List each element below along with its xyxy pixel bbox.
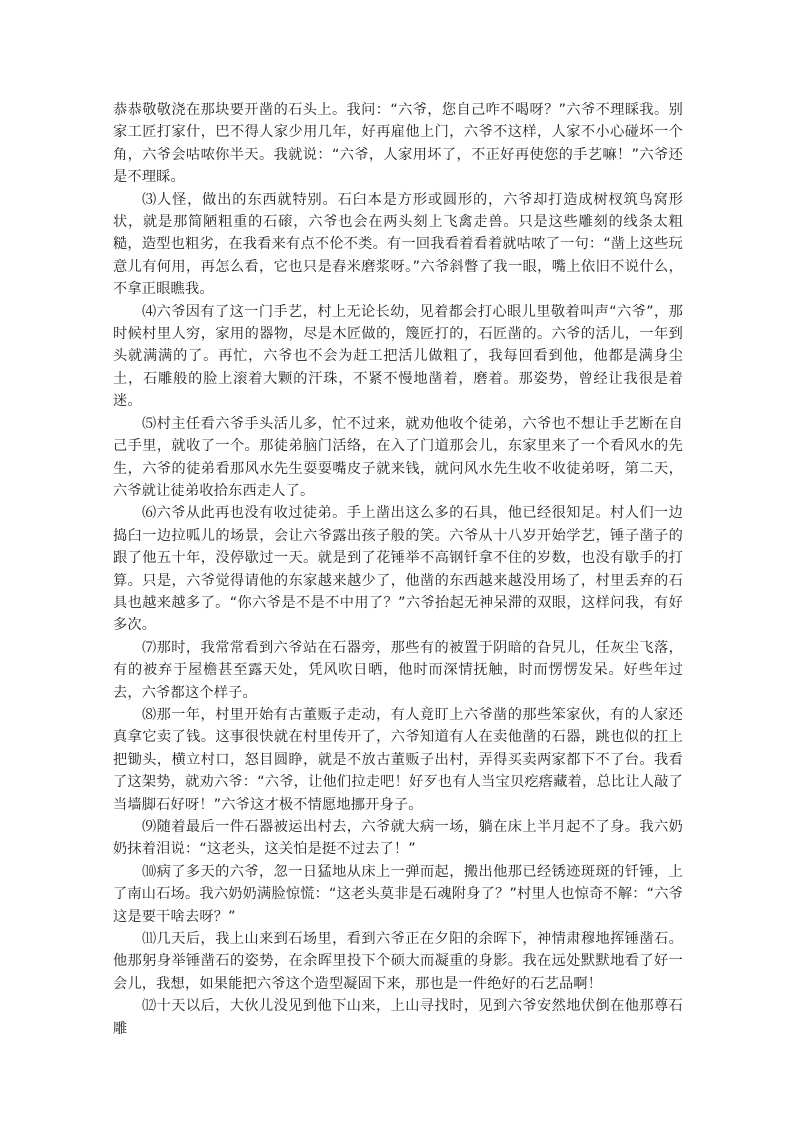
paragraph-4: ⑷六爷因有了这一门手艺，村上无论长幼，见着都会打心眼儿里敬着叫声“六爷”，那时候村里人穷，家用的器物，尽是木匠做的，篾匠打的，石匠凿的。六爷的活儿，一年到头就满满的了。再忙，六爷也不会为赶工把活儿做粗了，我每回看到他，他都是满身尘土，石雕般的脸上滚着大颗的汗珠，不紧不慢地凿着，磨着。那姿势，曾经让我很是着迷。 [113,303,683,410]
paragraph-3: ⑶人怪，做出的东西就特别。石臼本是方形或圆形的，六爷却打造成树杈筑鸟窝形状，就是那简陋粗重的石磙，六爷也会在两头刻上飞禽走兽。只是这些雕刻的线条太粗糙，造型也粗劣，在我看来有点不伦不类。有一回我看着看着就咕哝了一句：“凿上这些玩意儿有何用，再怎么看，它也只是舂米磨浆呀。”六爷斜瞥了我一眼，嘴上依旧不说什么，不拿正眼瞧我。 [113,191,683,298]
paragraph-9: ⑼随着最后一件石器被运出村去，六爷就大病一场，躺在床上半月起不了身。我六奶奶抹着泪说：“这老头，这关怕是挺不过去了！” [113,819,683,858]
paragraph-10: ⑽病了多天的六爷，忽一日猛地从床上一弹而起，搬出他那已经锈迹斑斑的钎锤，上了南山石场。我六奶奶满脸惊慌：“这老头莫非是石魂附身了？”村里人也惊奇不解：“六爷这是要干啥去呀？” [113,863,683,925]
document-page [113,99,683,1040]
paragraph-12: ⑿十天以后，大伙儿没见到他下山来，上山寻找时，见到六爷安然地伏倒在他那尊石雕 [113,998,683,1037]
paragraph-8: ⑻那一年，村里开始有古董贩子走动，有人竟盯上六爷凿的那些笨家伙，有的人家还真拿它卖了钱。这事很快就在村里传开了，六爷知道有人在卖他凿的石器，跳也似的扛上把锄头，横立村口，怒目圆睁，就是不放古董贩子出村，弄得买卖两家都下不了台。我看了这架势，就劝六爷：“六爷，让他们拉走吧！好歹也有人当宝贝疙瘩藏着，总比让人敲了当墙脚石好呀！”六爷这才极不情愿地挪开身子。 [113,706,683,813]
paragraph-5: ⑸村主任看六爷手头活儿多，忙不过来，就劝他收个徒弟，六爷也不想让手艺断在自己手里，就收了一个。那徒弟脑门活络，在入了门道那会儿，东家里来了一个看风水的先生，六爷的徒弟看那风水先生耍耍嘴皮子就来钱，就问风水先生收不收徒弟呀，第二天，六爷就让徒弟收拾东西走人了。 [113,415,683,499]
paragraph-11: ⑾几天后，我上山来到石场里，看到六爷正在夕阳的余晖下，神情肃穆地挥锤凿石。他那躬身举锤凿石的姿势，在余晖里投下个硕大而凝重的身影。我在远处默默地看了好一会儿，我想，如果能把六爷这个造型凝固下来，那也是一件绝好的石艺品啊！ [113,931,683,992]
paragraph-6: ⑹六爷从此再也没有收过徒弟。手上凿出这么多的石具，他已经很知足。村人们一边捣臼一边拉呱儿的场景，会让六爷露出孩子般的笑。六爷从十八岁开始学艺，锤子凿子的跟了他五十年，没停歇过一天。就是到了花锤举不高钢钎拿不住的岁数，也没有歇手的打算。只是，六爷觉得请他的东家越来越少了，他凿的东西越来越没用场了，村里丢弃的石具也越来越多了。“你六爷是不是不中用了？”六爷抬起无神呆滞的双眼，这样问我，有好多次。 [113,505,683,634]
paragraph-7: ⑺那时，我常常看到六爷站在石器旁，那些有的被置于阴暗的旮旯儿，任灰尘飞落，有的被弃于屋檐甚至露天处，凭风吹日晒，他时而深情抚触，时而愣愣发呆。好些年过去，六爷都这个样子。 [113,639,683,701]
paragraph-continued: 恭恭敬敬浇在那块要开凿的石头上。我问：“六爷，您自己咋不喝呀？”六爷不理睬我。别家工匠打家什，巴不得人家少用几年，好再雇他上门，六爷不这样，人家不小心碰坏一个角，六爷会咕哝你半天。我就说：“六爷，人家用坏了，不正好再使您的手艺嘛！”六爷还是不理睬。 [113,102,683,186]
